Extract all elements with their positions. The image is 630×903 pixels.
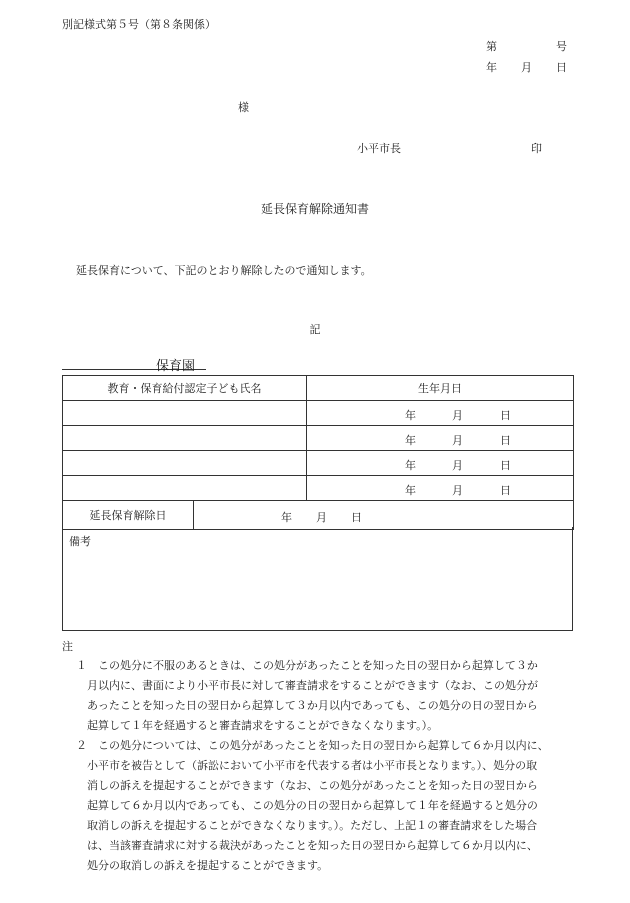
child-name-cell [63,401,307,426]
note-2-line: この処分については、この処分があったことを知った日の翌日から起算して６か月以内に、 [98,739,549,752]
note-2-line: は、当該審査請求に対する裁決があったことを知った日の翌日から起算して６か月以内に、 [87,839,538,852]
birthdate-cell [307,426,574,451]
table-row [63,426,574,451]
child-name-cell [63,451,307,476]
day-label: 日 [500,484,511,497]
remarks-label: 備考 [69,535,91,548]
release-date-label: 延長保育解除日 [63,501,194,530]
note-2 [76,736,576,876]
month-label: 月 [452,484,463,497]
year-label: 年 [405,459,416,472]
month-label: 月 [316,511,327,524]
nursery-suffix: 保育園 [156,359,196,374]
note-1-line: 起算して１年を経過すると審査請求をすることができなくなります。）。 [87,719,439,732]
note-2-line: 起算して６か月以内であっても、この処分の日の翌日から起算して１年を経過すると処分の [87,799,538,812]
doc-number-suffix: 号 [556,40,567,53]
table-row [63,476,574,501]
note-1-line: あったことを知った日の翌日から起算して３か月以内であっても、この処分の日の翌日から [87,699,538,712]
document-title: 延長保育解除通知書 [260,202,369,216]
ki-marker: 記 [309,323,321,336]
table-row [63,451,574,476]
notes-heading: 注 [62,640,73,653]
remarks-box [62,527,573,631]
seal-mark: 印 [531,142,542,155]
year-label: 年 [281,511,292,524]
note-2-line: 消しの訴えを提起することができます（なお、この処分があったことを知った日の翌日から [87,779,538,792]
birthdate-cell [307,476,574,501]
month-label: 月 [452,409,463,422]
table-row [63,401,574,426]
note-1-line: この処分に不服のあるときは、この処分があったことを知った日の翌日から起算して３か [98,659,538,672]
header-child-name: 教育・保育給付認定子ども氏名 [63,376,307,401]
note-2-line: 小平市を被告として（訴訟において小平市を代表する者は小平市長となります。）、処分の取 [87,759,538,772]
year-label: 年 [405,484,416,497]
note-1-line: 月以内に、書面により小平市長に対して審査請求をすることができます（なお、この処分が [87,679,538,692]
header-birthdate: 生年月日 [307,376,574,401]
month-label: 月 [452,434,463,447]
day-label: 日 [500,434,511,447]
doc-number-prefix: 第 [486,40,497,53]
month-label: 月 [452,459,463,472]
year-label: 年 [405,409,416,422]
issue-month-label: 月 [521,61,532,74]
birthdate-cell [307,451,574,476]
body-text: 延長保育について、下記のとおり解除したので通知します。 [76,264,372,277]
day-label: 日 [500,409,511,422]
day-label: 日 [351,511,362,524]
recipient-honorific: 様 [238,101,249,114]
release-date-cell [194,501,574,530]
note-1 [76,656,576,736]
note-1-number: １ [76,659,87,672]
issue-year-label: 年 [486,61,497,74]
table-header-row [63,376,574,401]
note-2-number: ２ [76,739,87,752]
note-2-line: 処分の取消しの訴えを提起することができます。 [87,859,329,872]
note-2-line: 取消しの訴えを提起することができなくなります。）。ただし、上記１の審査請求をした場合 [87,819,538,832]
birthdate-cell [307,401,574,426]
child-name-cell [63,476,307,501]
issue-day-label: 日 [556,61,567,74]
child-name-cell [63,426,307,451]
release-date-row [63,501,574,530]
child-table [62,375,574,530]
year-label: 年 [405,434,416,447]
issuer-name: 小平市長 [357,142,401,155]
form-number: 別記様式第５号（第８条関係） [62,18,216,31]
day-label: 日 [500,459,511,472]
